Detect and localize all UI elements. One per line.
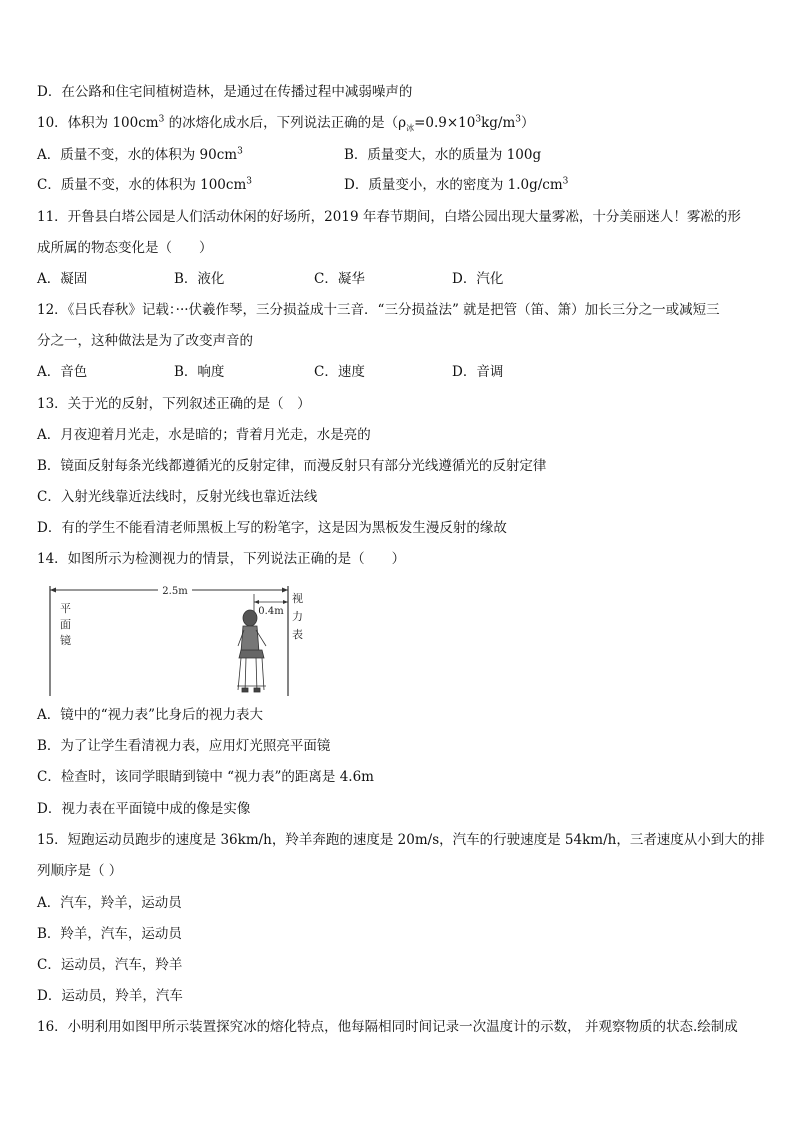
mirror-label-1: 平 [60, 602, 71, 615]
q14-option-b: B．为了让学生看清视力表，应用灯光照亮平面镜 [37, 738, 331, 754]
q14-option-d: D．视力表在平面镜中成的像是实像 [37, 801, 251, 817]
q11-stem-line2: 成所属的物态变化是（ ） [37, 240, 213, 256]
q15-stem-line2: 列顺序是（ ） [37, 863, 123, 879]
total-distance-label: 2.5m [162, 586, 188, 597]
chart-label-1: 视 [292, 592, 303, 605]
q10-stem-close: ） [521, 115, 535, 131]
eye-test-diagram [40, 580, 303, 698]
small-distance-arrow-left [254, 600, 259, 604]
chart-label-3: 表 [292, 628, 303, 641]
q9-option-d: D．在公路和住宅间植树造林，是通过在传播过程中减弱噪声的 [37, 84, 413, 100]
chart-label-2: 力 [292, 610, 303, 623]
q13-stem: 13．关于光的反射，下列叙述正确的是（ ） [37, 396, 311, 412]
mirror-label-2: 面 [60, 618, 71, 631]
q12-option-b: B．响度 [174, 364, 225, 380]
q12-stem-line2: 分之一，这种做法是为了改变声音的 [37, 333, 253, 349]
small-distance-label: 0.4m [258, 606, 284, 617]
q12-option-d: D．音调 [452, 364, 504, 380]
eye-test-figure [40, 580, 303, 698]
q15-option-a: A．汽车，羚羊，运动员 [37, 895, 182, 911]
q14-option-c: C．检查时，该同学眼睛到镜中 “视力表”的距离是 4.6m [37, 769, 374, 785]
q15-option-c: C．运动员，汽车，羚羊 [37, 957, 183, 973]
q12-option-a: A．音色 [37, 364, 88, 380]
q10-stem-exp3: 3 [515, 114, 521, 125]
total-distance-arrow-right [282, 588, 288, 593]
q11-option-b: B．液化 [174, 271, 225, 287]
q15-option-d: D．运动员，羚羊，汽车 [37, 988, 183, 1004]
q10-option-a-text: A．质量不变，水的体积为 90cm [37, 147, 238, 163]
seated-student-illustration [237, 610, 266, 692]
q10-stem-exp2: 3 [475, 114, 482, 125]
q10-option-c-text: C．质量不变，水的体积为 100cm [37, 177, 247, 193]
q12-option-c: C．速度 [314, 364, 365, 380]
q10-stem-part3: =0.9×10 [414, 115, 476, 131]
total-distance-arrow-left [50, 588, 56, 593]
q10-option-d-text: D．质量变小，水的密度为 1.0g/cm [344, 177, 563, 193]
q12-stem-line1: 12．《吕氏春秋》记载：···伏羲作琴，三分损益成十三音．“三分损益法” 就是把管（笛、箫）加长三分之一或减短三 [37, 302, 720, 318]
q11-option-a: A．凝固 [37, 271, 88, 287]
q10-stem-part2: 的冰熔化成水后，下列说法正确的是（ρ [164, 115, 407, 131]
q14-stem: 14．如图所示为检测视力的情景，下列说法正确的是（ ） [37, 551, 406, 567]
q10-stem-sub: 冰 [406, 123, 415, 133]
q13-option-d: D．有的学生不能看清老师黑板上写的粉笔字，这是因为黑板发生漫反射的缘故 [37, 520, 507, 536]
q15-option-b: B．羚羊，汽车，运动员 [37, 926, 182, 942]
q10-option-d-exp: 3 [562, 176, 569, 187]
q10-option-a [37, 145, 243, 165]
q14-option-a: A．镜中的“视力表”比身后的视力表大 [37, 707, 264, 723]
q10-option-a-exp: 3 [237, 146, 243, 157]
q10-option-d [344, 175, 568, 195]
q13-option-a: A．月夜迎着月光走，水是暗的；背着月光走，水是亮的 [37, 427, 371, 443]
q10-stem-part4: kg/m [481, 115, 516, 131]
q11-option-d: D．汽化 [452, 271, 504, 287]
q15-stem-line1: 15．短跑运动员跑步的速度是 36km/h，羚羊奔跑的速度是 20m/s，汽车的行驶速度是 54km/h，三者速度从小到大的排 [37, 832, 765, 848]
small-distance-arrow-right [283, 600, 288, 604]
q10-stem-part1: 10．体积为 100cm [37, 115, 159, 131]
q13-option-b: B．镜面反射每条光线都遵循光的反射定律，而漫反射只有部分光线遵循光的反射定律 [37, 458, 547, 474]
q10-stem [37, 113, 535, 133]
q13-option-c: C．入射光线靠近法线时，反射光线也靠近法线 [37, 489, 318, 505]
q10-option-c-exp: 3 [246, 176, 252, 187]
q10-option-c [37, 175, 252, 195]
q11-stem-line1: 11．开鲁县白塔公园是人们活动休闲的好场所，2019 年春节期间，白塔公园出现大量雾凇，十分美丽迷人！雾凇的形 [37, 209, 741, 225]
q10-stem-exp1: 3 [158, 114, 165, 125]
q10-option-b: B．质量变大，水的质量为 100g [344, 147, 542, 163]
q16-stem-line1: 16．小明利用如图甲所示装置探究冰的熔化特点，他每隔相同时间记录一次温度计的示数， 并观察物质的状态.绘制成 [37, 1019, 738, 1035]
mirror-label-3: 镜 [60, 634, 71, 647]
q11-option-c: C．凝华 [314, 271, 365, 287]
